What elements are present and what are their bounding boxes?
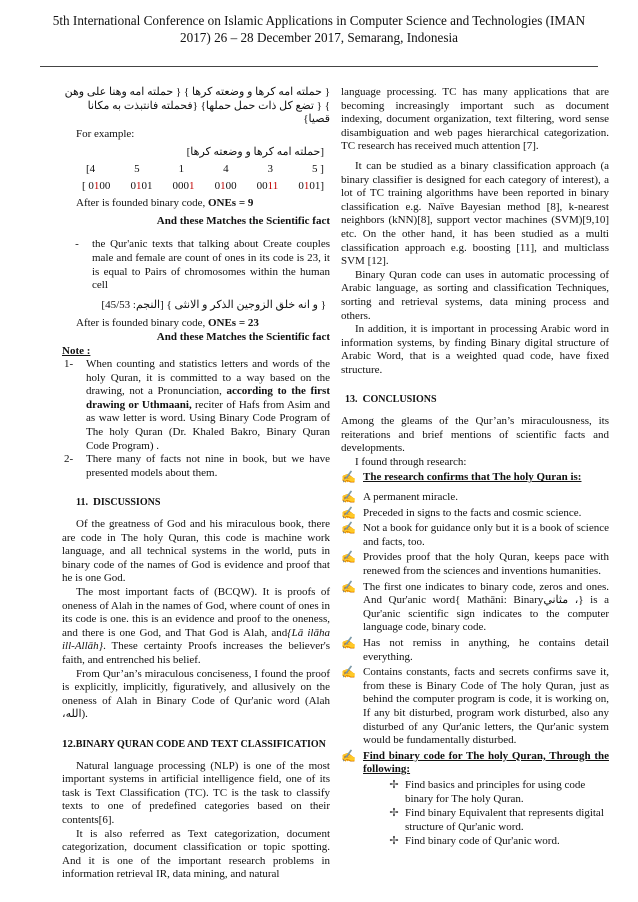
binary-cell: 0100 xyxy=(214,179,237,192)
pen-icon: ✍ xyxy=(341,505,356,520)
pen-icon: ✍ xyxy=(341,550,356,565)
list-item: ✢ Find binary Equivalent that represents digital structure of Qur'anic word. xyxy=(383,807,609,834)
list-item: ✍ A permanent miracle. xyxy=(341,490,458,505)
dash-marker: - xyxy=(75,238,79,251)
arabic-verse-najm: { و انه خلق الزوجين الذكر و الانثى } [النجم: 45/53] xyxy=(101,298,326,311)
section-12-heading: 12.BINARY QURAN CODE AND TEXT CLASSIFICATION xyxy=(62,737,326,750)
find-binary-code-header: Find binary code for The holy Quran, Through the following: xyxy=(363,749,609,776)
pen-icon: ✍ xyxy=(341,748,356,763)
binary-cell: 0001 xyxy=(172,179,195,192)
note-item: 2- There many of facts not nine in book, but we have presented models about them. xyxy=(64,453,330,479)
matches-fact-1: And these Matches the Scientific fact xyxy=(156,214,330,227)
matches-fact-2: And these Matches the Scientific fact xyxy=(156,330,330,343)
count-cell: [4 xyxy=(86,162,96,175)
count-cell: 4 xyxy=(223,162,229,175)
research-confirms-header: The research confirms that The holy Quran is: xyxy=(363,471,582,484)
discussion-paragraph-2: The most important facts of (BCQW). It is proofs of oneness of Alah in the names of God, where count of ones in its code is one. this is an evidence and proof to the oneness, and there is one God, and That God is Alah, and{Lā ilāha ill-Allāh}. These certainty Proofs increases the believer's faith, and entrenched his belief. xyxy=(62,586,330,666)
list-item: ✍ Not a book for guidance only but it is a book of science and facts, too. xyxy=(341,521,609,548)
find-steps-list xyxy=(341,779,609,849)
list-item: ✍ Contains constants, facts and secrets confirms save it, from these is Binary Code of The holy Quran, just as behind the computer program is code, it is working on, If any bit disturbed, program work disturbed, also any disturbed of any Qur'anic letters, the Qur'anic system would be fundamentally disturbed. xyxy=(341,665,609,747)
binary-code-row xyxy=(62,180,330,194)
confirms-list xyxy=(341,471,609,776)
for-example-label: For example: xyxy=(76,127,135,140)
binary-cell: 0101 xyxy=(130,179,153,192)
section-13-heading: 13. CONCLUSIONS xyxy=(345,393,437,406)
list-item xyxy=(341,750,609,777)
list-item: ✢ Find basics and principles for using code binary for The holy Quran. xyxy=(383,779,609,806)
dash-item-text: the Qur'anic texts that talking about Create couples male and female are count of ones in its code is 23, it is equal to Pairs of chromosomes within the human cell xyxy=(92,238,330,292)
list-item: ✍ Has not remiss in anything, he contains detail everything. xyxy=(341,635,609,663)
section-11-heading: 11. DISCUSSIONS xyxy=(76,496,161,509)
arabic-processing-paragraph: Binary Quran code can uses in automatic processing of Arabic language, as sorting and classification Techniques, sorting and retrieval systems, data mining process and others. xyxy=(341,268,609,322)
arabic-words-row: [حملته امه كرها و وضعته كرها] xyxy=(186,146,324,159)
discussion-paragraph-1: Of the greatness of God and his miraculous book, there are code in The holy Quran, this code is machine work language, and all technical systems in the world, puts in binary code of the names of God is evidence and proof that he is one God. xyxy=(62,518,330,585)
header-divider xyxy=(40,66,598,67)
pen-icon: ✍ xyxy=(341,579,356,594)
pen-icon: ✍ xyxy=(341,521,356,536)
count-cell: 3 xyxy=(267,162,274,175)
discussion-paragraph-3: From Qur’an’s miraculous conciseness, I found the proof is explicitly, implicitly, figuratively, and allusively on the oneness of Alah in Binary Code of Qur'anic word (Alah ،الله). xyxy=(62,667,330,721)
pen-icon: ✍ xyxy=(341,635,356,650)
cross-bullet-icon: ✢ xyxy=(389,807,399,820)
left-column xyxy=(62,86,330,882)
cross-bullet-icon: ✢ xyxy=(389,835,399,848)
list-item: ✍ Provides proof that the holy Quran, keeps pace with renewed from the sciences and inventions humanities. xyxy=(341,550,609,577)
list-item: ✍ Preceded in signs to the facts and cosmic science. xyxy=(341,505,582,520)
after-founded-1: After is founded binary code, ONEs = 9 xyxy=(76,197,254,210)
nlp-paragraph-1: Natural language processing (NLP) is one of the most important systems in artificial intelligence field, one of its task is Text Classification (TC). TC is the task to classify texts to one of predefined categories based on their contents[6]. xyxy=(62,759,330,826)
dash-item xyxy=(62,238,330,292)
cross-bullet-icon: ✢ xyxy=(389,778,399,791)
binary-cell: 0101] xyxy=(298,179,324,192)
header-line-2: 2017) 26 – 28 December 2017, Semarang, Indonesia xyxy=(180,30,458,45)
binary-cell: [ 0100 xyxy=(82,179,111,192)
count-cell: 5 xyxy=(134,162,140,175)
conference-header xyxy=(20,12,618,46)
tc-continued-paragraph: language processing. TC has many applications that are becoming increasingly important such as document indexing, document organization, text filtering, word sense disambiguation and web pages hierarchical categorization. TC research has received much attention [7]. xyxy=(341,86,609,153)
letter-count-row xyxy=(62,163,330,177)
after-founded-2: After is founded binary code, ONEs = 23 xyxy=(76,317,259,330)
pen-icon: ✍ xyxy=(341,665,356,680)
right-column xyxy=(341,86,609,850)
count-cell: 1 xyxy=(178,162,185,175)
list-item: ✍ The first one indicates to binary code, zeros and ones. And Qur'anic word{ Mathāni: Binaryمثاني ،} is a Qur'anic scientific sign indicates to the computer language code, binary code. xyxy=(341,579,609,634)
binary-cell: 0011 xyxy=(256,179,279,192)
list-item xyxy=(341,471,609,485)
arabic-verse-block: { حملته امه كرها و وضعته كرها } { حملته امه وهنا على وهن } { تضع كل ذات حمل حملها} {فحملته فانتبذت به مكانا قصيا} xyxy=(64,86,330,126)
conclusion-paragraph-1: Among the gleams of the Qur’an’s miraculousness, its reiterations and brief mentions of scientific facts and developments. xyxy=(341,415,609,455)
nlp-paragraph-2: It is also referred as Text categorization, document categorization, document classification or topic spotting. And it is one of the important research problems in information retrieval IR, data mining, and natural xyxy=(62,827,330,881)
note-item: 1- When counting and statistics letters and words of the holy Quran, it is committed to a way based on the drawing, not a Pronunciation, according to the first drawing or Uthmaani, reciter of Hafs from Asim and as waw letter is word. Using Binary Code Program of The holy Quran (Dr. Khaled Bakro, Binary Quran Code Program) . xyxy=(64,358,331,452)
list-item: ✢ Find binary code of Qur'anic word. xyxy=(383,835,609,849)
conclusion-paragraph-2: I found through research: xyxy=(355,455,467,468)
header-line-1: 5th International Conference on Islamic Applications in Computer Science and Technologies (IMAN xyxy=(52,13,586,28)
note-list xyxy=(62,358,330,480)
note-label: Note : xyxy=(62,344,91,357)
pen-icon: ✍ xyxy=(341,490,356,505)
pen-icon: ✍ xyxy=(341,470,356,485)
information-systems-paragraph: In addition, it is important in processing Arabic word in information systems, by finding Binary digital structure of Arabic Word, that is a weighted quad code, have fixed structure. xyxy=(341,323,609,376)
count-cell: 5 ] xyxy=(312,162,324,175)
binary-classification-paragraph: It can be studied as a binary classification approach (a binary classifier is designed for each category of interest), a lot of TC training algorithms have been reported in binary classification e.g. Naïve Bayesian method [8], k-nearest neighbors (kNN)[8], support vector machines (SVM)[9,10] etc. On the other hand, it has been studied as a multi classification approach e.g. boosting [11], and multiclass SVM [12]. xyxy=(341,159,609,268)
